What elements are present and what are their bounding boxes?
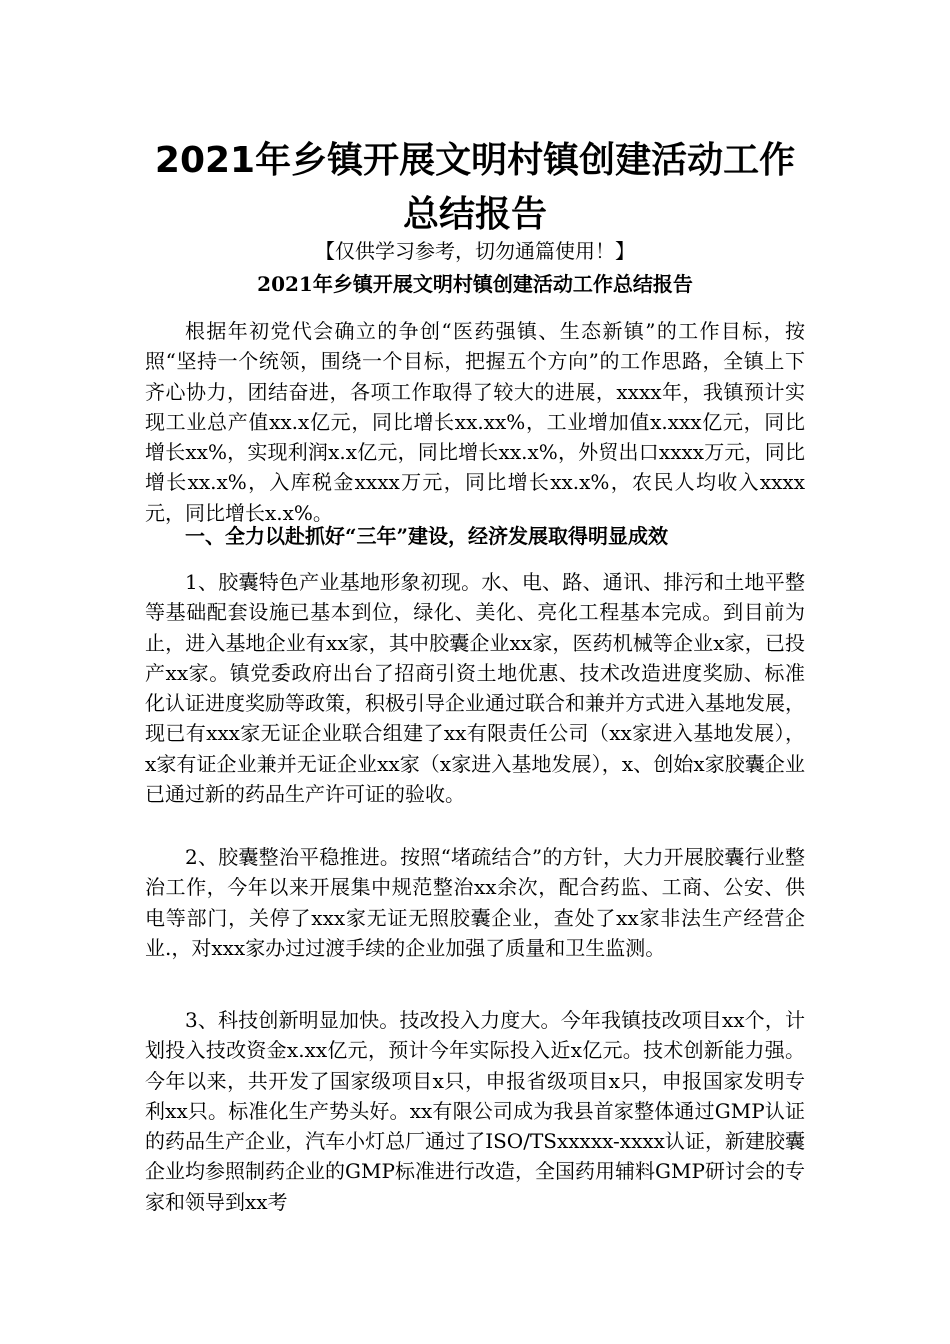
usage-notice: 【仅供学习参考，切勿通篇使用！】 [315, 239, 635, 263]
paragraph-item-1: 1、胶囊特色产业基地形象初现。水、电、路、通讯、排污和土地平整等基础配套设施已基本到位，绿化、美化、亮化工程基本完成。到目前为止，进入基地企业有xx家，其中胶囊企业xx家，医药机械等企业x家，已投产xx家。镇党委政府出台了招商引资土地优惠、技术改造进度奖励、标准化认证进度奖励等政策，积极引导企业通过联合和兼并方式进入基地发展，现已有xxx家无证企业联合组建了xx有限责任公司（xx家进入基地发展），x家有证企业兼并无证企业xx家（x家进入基地发展），x、创始x家胶囊企业已通过新的药品生产许可证的验收。 [145, 570, 805, 807]
document-title: 2021年乡镇开展文明村镇创建活动工作总结报告 [154, 140, 796, 235]
intro-paragraph: 根据年初党代会确立的争创“医药强镇、生态新镇”的工作目标，按照“坚持一个统领，围绕一个目标，把握五个方向”的工作思路，全镇上下齐心协力，团结奋进，各项工作取得了较大的进展，xxxx年，我镇预计实现工业总产值xx.x亿元，同比增长xx.xx%，工业增加值x.xxx亿元，同比增长xx%，实现利润x.x亿元，同比增长xx.x%，外贸出口xxxx万元，同比增长xx.x%，入库税金xxxx万元，同比增长xx.x%，农民人均收入xxxx元，同比增长x.x%。 [145, 319, 805, 525]
document-subtitle: 2021年乡镇开展文明村镇创建活动工作总结报告 [257, 272, 693, 296]
paragraph-item-3: 3、科技创新明显加快。技改投入力度大。今年我镇技改项目xx个，计划投入技改资金x.xx亿元，预计今年实际投入近x亿元。技术创新能力强。今年以来，共开发了国家级项目x只，申报省级项目x只，申报国家发明专利xx只。标准化生产势头好。xx有限公司成为我县首家整体通过GMP认证的药品生产企业，汽车小灯总厂通过了ISO/TSxxxxx-xxxx认证，新建胶囊企业均参照制药企业的GMP标准进行改造，全国药用辅料GMP研讨会的专家和领导到xx考 [145, 1008, 805, 1214]
section-heading-1: 一、全力以赴抓好“三年”建设，经济发展取得明显成效 [185, 524, 669, 548]
paragraph-item-2: 2、胶囊整治平稳推进。按照“堵疏结合”的方针，大力开展胶囊行业整治工作，今年以来开展集中规范整治xx余次，配合药监、工商、公安、供电等部门，关停了xxx家无证无照胶囊企业，查处了xx家非法生产经营企业.，对xxx家办过过渡手续的企业加强了质量和卫生监测。 [145, 845, 805, 960]
